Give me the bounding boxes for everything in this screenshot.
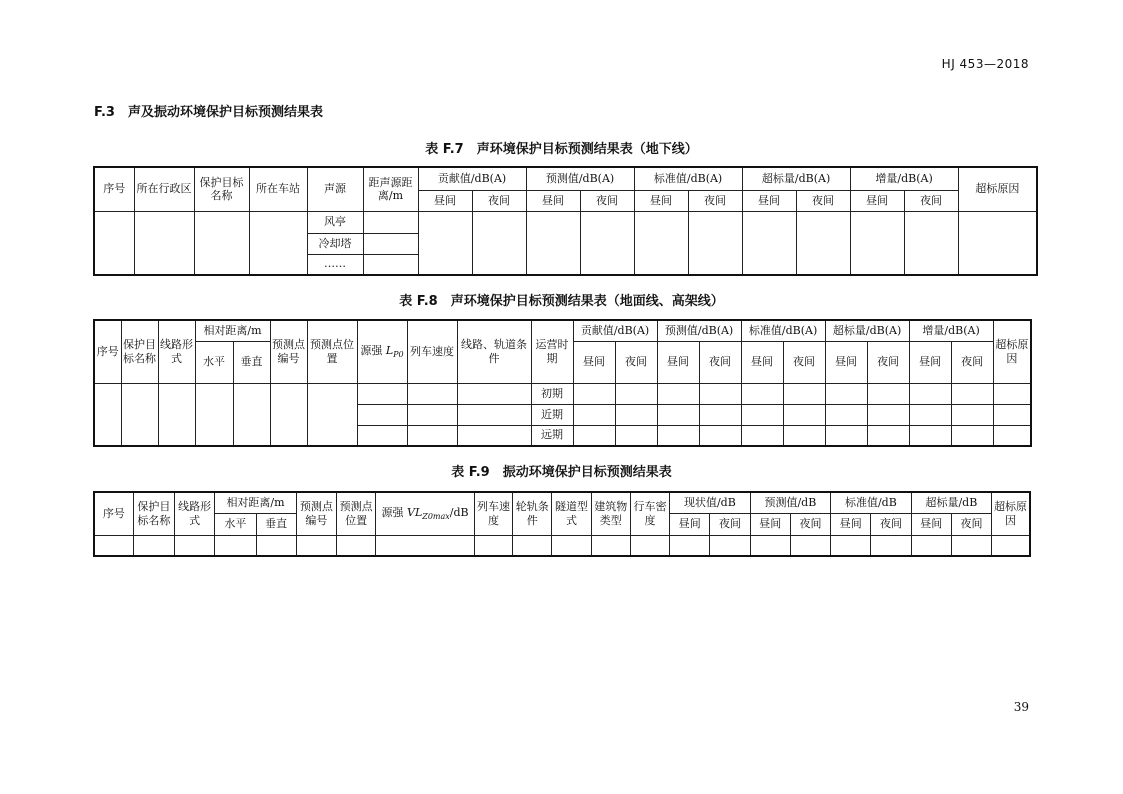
f8-cell [867,425,909,446]
f7-cell [363,254,418,275]
f8-header-increment: 增量/dB(A) [909,320,993,341]
f8-header-night: 夜间 [615,341,657,383]
f8-header-rel-dist: 相对距离/m [195,320,270,341]
f8-header-day: 昼间 [741,341,783,383]
f7-header-day: 昼间 [742,190,796,211]
f7-header-day: 昼间 [418,190,472,211]
f8-cell [741,425,783,446]
f8-cell [825,383,867,404]
f8-header-night: 夜间 [699,341,741,383]
f9-cell [591,535,630,556]
f8-cell [407,404,457,425]
f8-cell [270,383,307,446]
f9-header-speed: 列车速度 [474,492,512,535]
f8-cell [699,383,741,404]
f8-cell [121,383,158,446]
f9-header-point-pos: 预测点位置 [337,492,376,535]
table-f9 [93,491,1031,557]
f8-period-row: 初期 [531,383,573,404]
f8-period-row: 远期 [531,425,573,446]
table-f9-caption: 表 F.9 振动环境保护目标预测结果表 [451,465,672,480]
f8-header-night: 夜间 [783,341,825,383]
f9-header-seq: 序号 [94,492,133,535]
f8-cell [357,404,407,425]
f7-source-row: 风亭 [307,211,363,233]
f9-header-density: 行车密度 [630,492,669,535]
f8-cell [909,404,951,425]
f9-header-current: 现状值/dB [670,492,751,513]
f7-cell [418,211,472,275]
f8-cell [951,404,993,425]
f8-header-reason: 超标原因 [993,320,1031,383]
f7-header-exceedance: 超标量/dB(A) [742,167,850,190]
page-number: 39 [1013,700,1029,714]
f9-cell [215,535,256,556]
f8-cell [783,404,825,425]
f9-cell [630,535,669,556]
f8-header-night: 夜间 [867,341,909,383]
f9-cell [337,535,376,556]
f9-header-night: 夜间 [710,513,750,535]
f7-cell [94,211,134,275]
f9-cell [750,535,790,556]
f7-source-row: …… [307,254,363,275]
f9-cell [513,535,552,556]
table-f7-caption: 表 F.7 声环境保护目标预测结果表（地下线） [425,142,698,157]
f9-cell [790,535,830,556]
f7-cell [194,211,249,275]
f9-cell [710,535,750,556]
f8-header-predicted: 预测值/dB(A) [657,320,741,341]
f9-cell [831,535,871,556]
f7-cell [634,211,688,275]
f8-cell [307,383,357,446]
f7-header-night: 夜间 [796,190,850,211]
f9-header-horizontal: 水平 [215,513,256,535]
f8-cell [699,425,741,446]
f7-header-source: 声源 [307,167,363,211]
f8-cell [657,404,699,425]
f8-cell [951,383,993,404]
f8-cell [993,425,1031,446]
f8-header-speed: 列车速度 [407,320,457,383]
f7-header-reason: 超标原因 [958,167,1037,211]
f7-header-predicted: 预测值/dB(A) [526,167,634,190]
f7-cell [249,211,307,275]
document-code: HJ 453—2018 [941,57,1029,71]
f8-header-day: 昼间 [825,341,867,383]
f7-header-contribution: 贡献值/dB(A) [418,167,526,190]
f8-header-contribution: 贡献值/dB(A) [573,320,657,341]
f8-cell [825,404,867,425]
f8-cell [158,383,195,446]
f7-header-day: 昼间 [850,190,904,211]
f7-cell [134,211,194,275]
f7-cell [688,211,742,275]
f8-header-day: 昼间 [573,341,615,383]
f9-header-rail: 轮轨条件 [513,492,552,535]
f8-cell [195,383,233,446]
f8-cell [909,383,951,404]
f7-cell [796,211,850,275]
f9-cell [911,535,951,556]
f8-header-horizontal: 水平 [195,341,233,383]
f9-cell [474,535,512,556]
f9-cell [296,535,336,556]
f7-cell [958,211,1037,275]
f8-cell [457,383,531,404]
f8-header-point-no: 预测点编号 [270,320,307,383]
f7-header-day: 昼间 [526,190,580,211]
f8-header-period: 运营时期 [531,320,573,383]
f8-header-source: 源强 $L_{P0}$ [357,320,407,383]
f8-cell [867,383,909,404]
f7-header-admin: 所在行政区 [134,167,194,211]
f8-header-conditions: 线路、轨道条件 [457,320,531,383]
f8-header-target: 保护目标名称 [121,320,158,383]
f8-cell [457,425,531,446]
f7-source-row: 冷却塔 [307,233,363,254]
f9-header-source: 源强 $VL_{Z0max}/dB$ [376,492,475,535]
f9-header-day: 昼间 [831,513,871,535]
f8-cell [993,404,1031,425]
f7-header-target: 保护目标名称 [194,167,249,211]
table-f8-caption: 表 F.8 声环境保护目标预测结果表（地面线、高架线） [399,294,724,309]
f8-cell [615,383,657,404]
f8-cell [94,383,121,446]
f9-cell [376,535,475,556]
f8-cell [657,383,699,404]
f8-cell [741,404,783,425]
f7-cell [850,211,904,275]
f9-header-day: 昼间 [670,513,710,535]
f8-cell [233,383,270,446]
f7-header-seq: 序号 [94,167,134,211]
f9-cell [175,535,215,556]
f8-header-day: 昼间 [909,341,951,383]
f9-header-building: 建筑物类型 [591,492,630,535]
f9-header-vertical: 垂直 [256,513,296,535]
f7-header-night: 夜间 [904,190,958,211]
f8-cell [741,383,783,404]
f9-header-point-no: 预测点编号 [296,492,336,535]
section-title: F.3 声及振动环境保护目标预测结果表 [94,105,323,120]
f9-header-predicted: 预测值/dB [750,492,831,513]
f9-header-rel-dist: 相对距离/m [215,492,297,513]
f9-cell [992,535,1030,556]
f7-header-standard: 标准值/dB(A) [634,167,742,190]
f8-period-row: 近期 [531,404,573,425]
f9-cell [133,535,174,556]
f8-cell [573,383,615,404]
f7-cell [904,211,958,275]
f9-header-night: 夜间 [871,513,911,535]
f8-header-night: 夜间 [951,341,993,383]
table-f7 [93,166,1038,276]
f9-header-day: 昼间 [750,513,790,535]
f9-header-reason: 超标原因 [992,492,1030,535]
f8-cell [573,404,615,425]
f8-cell [909,425,951,446]
f7-cell [363,211,418,233]
f8-cell [783,425,825,446]
f7-cell [742,211,796,275]
f8-header-standard: 标准值/dB(A) [741,320,825,341]
f7-header-night: 夜间 [580,190,634,211]
f9-cell [256,535,296,556]
f8-cell [407,383,457,404]
f8-header-line-form: 线路形式 [158,320,195,383]
f7-header-day: 昼间 [634,190,688,211]
f8-header-exceedance: 超标量/dB(A) [825,320,909,341]
f9-header-night: 夜间 [951,513,991,535]
f7-header-increment: 增量/dB(A) [850,167,958,190]
f8-cell [825,425,867,446]
f7-cell [363,233,418,254]
f8-cell [783,383,825,404]
f7-header-night: 夜间 [472,190,526,211]
f8-header-vertical: 垂直 [233,341,270,383]
f7-cell [526,211,580,275]
f8-header-seq: 序号 [94,320,121,383]
f7-header-night: 夜间 [688,190,742,211]
f9-cell [951,535,991,556]
f8-cell [357,425,407,446]
f8-cell [993,383,1031,404]
f8-cell [573,425,615,446]
f9-cell [94,535,133,556]
f8-header-point-pos: 预测点位置 [307,320,357,383]
f8-cell [699,404,741,425]
f9-cell [670,535,710,556]
f9-header-tunnel: 隧道型式 [552,492,591,535]
f7-cell [472,211,526,275]
f9-cell [552,535,591,556]
f8-cell [615,425,657,446]
f9-header-target: 保护目标名称 [133,492,174,535]
f9-header-day: 昼间 [911,513,951,535]
f9-header-standard: 标准值/dB [831,492,912,513]
f9-header-line-form: 线路形式 [175,492,215,535]
f8-cell [457,404,531,425]
f8-header-day: 昼间 [657,341,699,383]
f8-cell [407,425,457,446]
f9-header-exceedance: 超标量/dB [911,492,992,513]
f8-cell [951,425,993,446]
f8-cell [867,404,909,425]
f7-header-station: 所在车站 [249,167,307,211]
table-f8 [93,319,1032,447]
f9-header-night: 夜间 [790,513,830,535]
f7-cell [580,211,634,275]
f8-cell [615,404,657,425]
f8-cell [657,425,699,446]
f9-cell [871,535,911,556]
f7-header-distance: 距声源距离/m [363,167,418,211]
f8-cell [357,383,407,404]
